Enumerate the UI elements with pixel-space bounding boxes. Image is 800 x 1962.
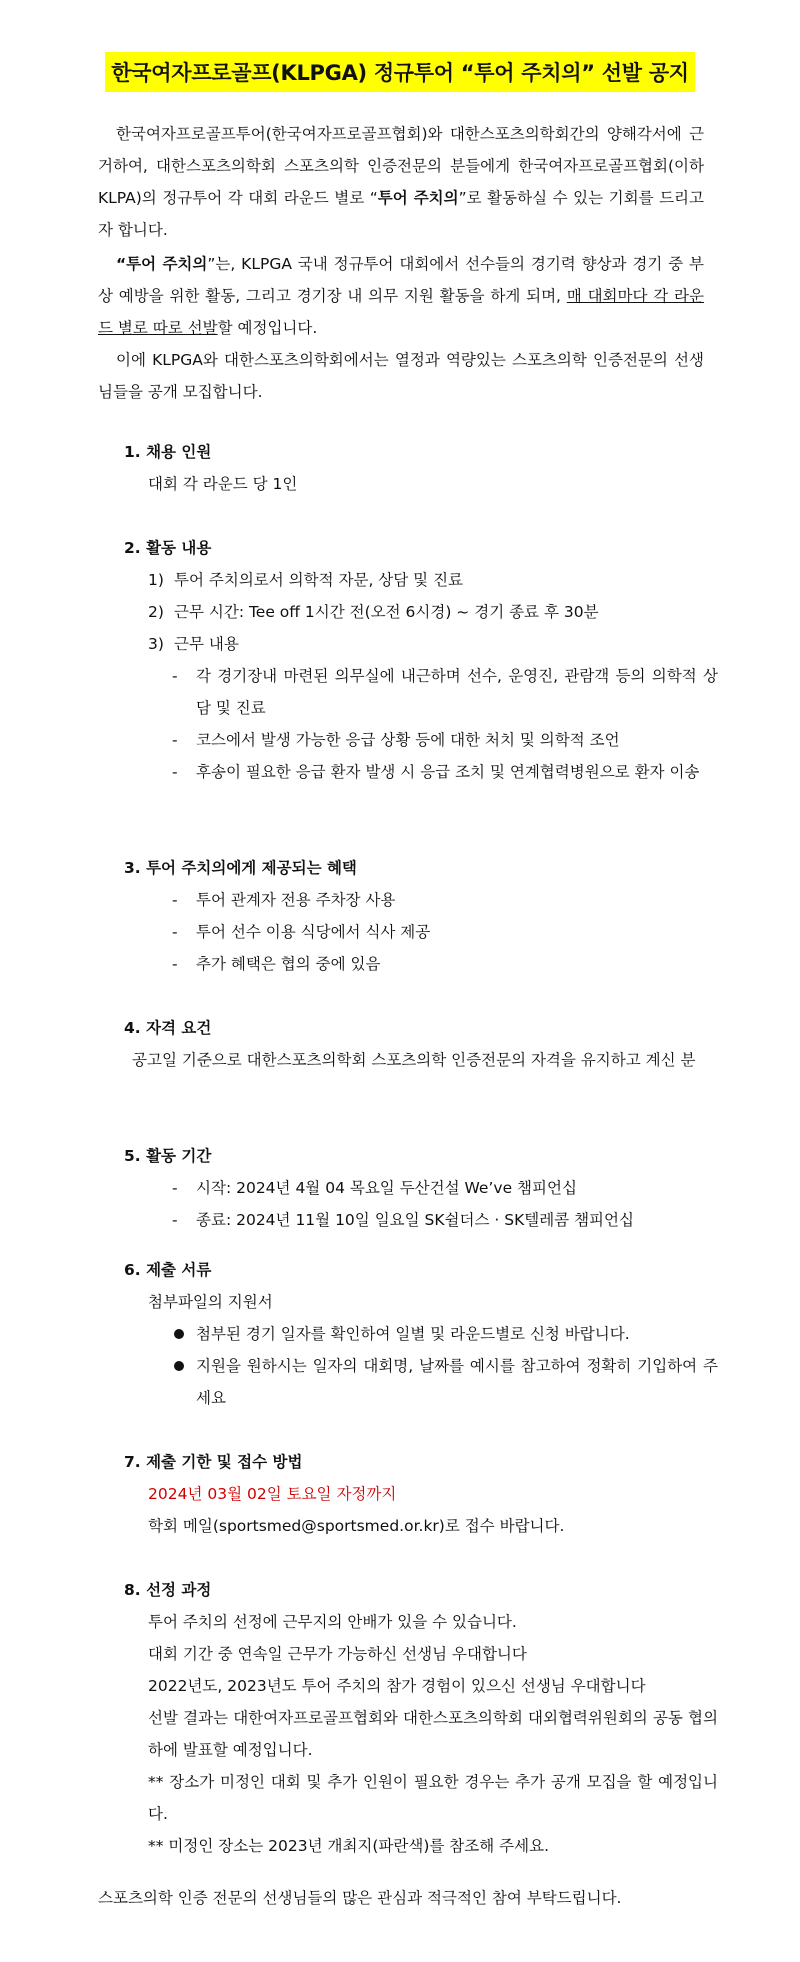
selection-note: ** 미정인 장소는 2023년 개최지(파란색)를 참조해 주세요. xyxy=(148,1837,549,1855)
intro-paragraph-2 xyxy=(98,248,704,344)
item-number: 3) xyxy=(148,635,164,653)
intro-p2-text-b: 할 예정입니다. xyxy=(217,319,318,337)
list-item-text: 투어 관계자 전용 주차장 사용 xyxy=(196,891,396,909)
dash-marker: - xyxy=(172,955,178,973)
section-documents xyxy=(98,1254,718,1414)
section-heading: 3. 투어 주치의에게 제공되는 혜택 xyxy=(124,859,357,877)
page-title: 한국여자프로골프(KLPGA) 정규투어 “투어 주치의” 선발 공지 xyxy=(105,52,694,92)
dash-list xyxy=(98,1172,718,1236)
selection-line: 투어 주치의 선정에 근무지의 안배가 있을 수 있습니다. xyxy=(148,1613,517,1631)
list-item-text: 투어 선수 이용 식당에서 식사 제공 xyxy=(196,923,431,941)
closing-message: 스포츠의학 인증 전문의 선생님들의 많은 관심과 적극적인 참여 부탁드립니다. xyxy=(98,1889,622,1907)
dash-marker: - xyxy=(172,667,178,685)
list-item-text: 지원을 원하시는 일자의 대회명, 날짜를 예시를 참고하여 정확히 기입하여 주세요 xyxy=(196,1357,718,1407)
section-text: 첨부파일의 지원서 xyxy=(148,1293,273,1311)
dash-marker: - xyxy=(172,891,178,909)
section-heading: 5. 활동 기간 xyxy=(124,1147,212,1165)
list-item xyxy=(98,1172,718,1204)
section-text: 대회 각 라운드 당 1인 xyxy=(148,475,298,493)
list-item xyxy=(98,1350,718,1414)
bullet-marker xyxy=(174,1329,184,1339)
list-item-text: 첨부된 경기 일자를 확인하여 일별 및 라운드별로 신청 바랍니다. xyxy=(196,1325,630,1343)
intro-paragraph-1 xyxy=(98,118,704,246)
intro-paragraph-3: 이에 KLPGA와 대한스포츠의학회에서는 열정과 역량있는 스포츠의학 인증전문의 선생님들을 공개 모집합니다. xyxy=(98,351,704,401)
numbered-item xyxy=(98,596,718,628)
dash-marker: - xyxy=(172,1179,178,1197)
dash-marker: - xyxy=(172,731,178,749)
dash-marker: - xyxy=(172,923,178,941)
dash-marker: - xyxy=(172,1211,178,1229)
intro-p1-text-a: 한국여자프로골프투어(한국여자프로골프협회)와 대한스포츠의학회간의 양해각서에 근거하여, 대한스포츠의학회 스포츠의학 인증전문의 분들에게 한국여자프로골프협회(이하 KLPA)의 정규투어 각 대회 라운드 별로 “ xyxy=(98,125,704,207)
submission-method-text: 학회 메일(sportsmed@sportsmed.or.kr)로 접수 바랍니다. xyxy=(148,1517,565,1535)
list-item-text: 각 경기장내 마련된 의무실에 내근하며 선수, 운영진, 관람객 등의 의학적 상담 및 진료 xyxy=(196,667,718,717)
dash-list xyxy=(98,884,718,980)
list-item xyxy=(98,724,718,756)
section-heading: 8. 선정 과정 xyxy=(124,1581,212,1599)
numbered-item xyxy=(98,564,718,596)
section-benefits xyxy=(98,852,718,980)
item-text: 투어 주치의로서 의학적 자문, 상담 및 진료 xyxy=(174,571,464,589)
list-item xyxy=(98,1318,718,1350)
deadline-text: 2024년 03월 02일 토요일 자정까지 xyxy=(148,1485,397,1503)
dash-list xyxy=(98,660,718,788)
section-activities xyxy=(98,532,718,788)
section-heading: 4. 자격 요건 xyxy=(124,1019,212,1037)
selection-note: ** 장소가 미정인 대회 및 추가 인원이 필요한 경우는 추가 공개 모집을 할 예정입니다. xyxy=(148,1773,718,1823)
item-number: 2) xyxy=(148,603,164,621)
item-text: 근무 시간: Tee off 1시간 전(오전 6시경) ~ 경기 종료 후 30분 xyxy=(174,603,599,621)
bullet-list xyxy=(98,1318,718,1414)
intro-p1-text-b: ”로 활동하실 수 있는 기회를 드리고자 합니다. xyxy=(98,189,705,239)
dash-marker: - xyxy=(172,763,178,781)
section-heading: 6. 제출 서류 xyxy=(124,1261,212,1279)
list-item xyxy=(98,756,718,788)
item-text: 근무 내용 xyxy=(174,635,239,653)
title-wrap xyxy=(0,52,800,92)
selection-line: 선발 결과는 대한여자프로골프협회와 대한스포츠의학회 대외협력위원회의 공동 협의 하에 발표할 예정입니다. xyxy=(148,1709,718,1759)
list-item-text: 추가 혜택은 협의 중에 있음 xyxy=(196,955,381,973)
intro-p2-underline: 매 대회마다 각 라운드 별로 따로 선발 xyxy=(98,287,704,337)
section-heading: 7. 제출 기한 및 접수 방법 xyxy=(124,1453,303,1471)
selection-line: 대회 기간 중 연속일 근무가 가능하신 선생님 우대합니다 xyxy=(148,1645,527,1663)
list-item xyxy=(98,1204,718,1236)
list-item xyxy=(98,660,718,724)
bullet-marker xyxy=(174,1361,184,1371)
section-text: 공고일 기준으로 대한스포츠의학회 스포츠의학 인증전문의 자격을 유지하고 계신 분 xyxy=(132,1051,696,1069)
section-heading: 1. 채용 인원 xyxy=(124,443,212,461)
section-hiring xyxy=(98,436,718,500)
numbered-item xyxy=(98,628,718,660)
list-item-text: 종료: 2024년 11월 10일 일요일 SK쉴더스 · SK텔레콤 챔피언십 xyxy=(196,1211,634,1229)
intro-p2-text-a: ”는, KLPGA 국내 정규투어 대회에서 선수들의 경기력 향상과 경기 중 부상 예방을 위한 활동, 그리고 경기장 내 의무 지원 활동을 하게 되며, xyxy=(98,255,704,305)
list-item xyxy=(98,948,718,980)
list-item xyxy=(98,916,718,948)
item-number: 1) xyxy=(148,571,164,589)
list-item-text: 시작: 2024년 4월 04 목요일 두산건설 We’ve 챔피언십 xyxy=(196,1179,577,1197)
intro-p1-bold: 투어 주치의 xyxy=(377,189,459,207)
list-item-text: 후송이 필요한 응급 환자 발생 시 응급 조치 및 연계협력병원으로 환자 이송 xyxy=(196,763,700,781)
intro-p2-bold: “투어 주치의 xyxy=(116,255,208,273)
section-period xyxy=(98,1140,718,1236)
list-item xyxy=(98,884,718,916)
section-deadline xyxy=(98,1446,718,1542)
section-heading: 2. 활동 내용 xyxy=(124,539,212,557)
list-item-text: 코스에서 발생 가능한 응급 상황 등에 대한 처치 및 의학적 조언 xyxy=(196,731,620,749)
section-qualifications xyxy=(98,1012,718,1076)
section-selection xyxy=(98,1574,718,1862)
selection-line: 2022년도, 2023년도 투어 주치의 참가 경험이 있으신 선생님 우대합니다 xyxy=(148,1677,646,1695)
